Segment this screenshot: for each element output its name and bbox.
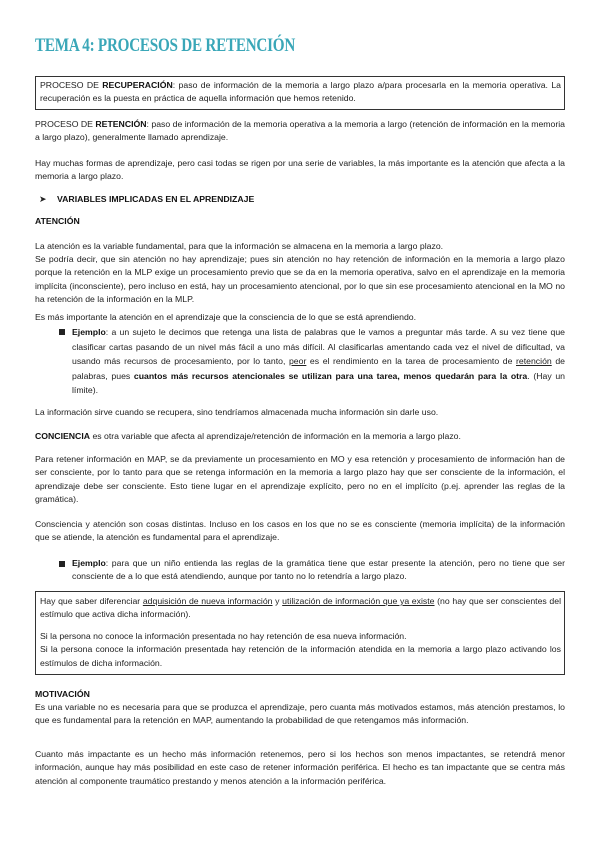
- atencion-p1: La atención es la variable fundamental, para que la información se almacena en la memoria a largo plazo.: [35, 241, 444, 251]
- recuperacion-definition: PROCESO DE RECUPERACIÓN: paso de información de la memoria a largo plazo a/para procesarla en la memoria operativa. La recuperación es la puesta en práctica de aquella información que hemos retenido.: [40, 80, 561, 104]
- box-note-p2: Si la persona no conoce la información presentada no hay retención de esa nueva información.: [40, 630, 407, 641]
- atencion-p3: Es más importante la atención en el aprendizaje que la consciencia de lo que se está aprendiendo.: [35, 312, 417, 322]
- box-note-p3: Si la persona conoce la información presentada hay retención de la información atendida en la memoria a largo plazo activando los estímulos de dicha información.: [40, 644, 561, 668]
- conciencia-p2: Para retener información en MAP, se da previamente un procesamiento en MO y esa retención y procesamiento de información han de ser consciente, por lo tanto para que se retenga información en la memoria a largo plazo hay que ser consciente de la información, el aprendizaje debe ser consciente. Esto tiene lugar en el aprendizaje explícito, pero no en el implícito (p.ej. aprender las reglas de la gramática).: [35, 454, 565, 505]
- variables-heading-row: [35, 193, 565, 206]
- recuperacion-term: RECUPERACIÓN: [102, 80, 173, 90]
- atencion-example-item: Ejemplo: a un sujeto le decimos que retenga una lista de palabras que le vamos a preguntar más tarde. A su vez tiene que clasificar cartas pasando de un nivel más fácil a uno más difícil. Al clasificarlas amentando cada vez el nivel de dificultad, va usando más recursos de procesamiento, por lo tanto, peor es el rendimiento en la tarea de procesamiento de retención de palabras, pues cuantos más recursos atencionales se utilizan para una tarea, menos quedarán para la otra. (Hay un límite).: [35, 325, 565, 398]
- variables-heading: VARIABLES IMPLICADAS EN EL APRENDIZAJE: [57, 194, 255, 204]
- box-note-p1: Hay que saber diferenciar adquisición de nueva información y utilización de información que ya existe (no hay que ser conscientes del estímulo que activa dicha información).: [40, 596, 562, 620]
- conciencia-p3: Consciencia y atención son cosas distintas. Incluso en los casos en los que no se es consciente (memoria implícita) de la información que se atiende, la atención es fundamental para el aprendizaje.: [35, 519, 565, 543]
- atencion-p2: Se podría decir, que sin atención no hay aprendizaje; pues sin atención no hay retención de información en la memoria a largo plazo porque la retención en la MLP exige un procesamiento previo que se da en la memoria operativa, salvo en el aprendizaje en la memoria implícita (inconsciente), pero incluso en está, hay un procesamiento atencional, por lo que sin ese procesamiento atencional en la MO no ha retención de la información en la MLP.: [35, 254, 565, 305]
- retencion-definition: PROCESO DE RETENCIÓN: paso de información de la memoria operativa a la memoria a largo (retención de información en la memoria a largo plazo), generalmente llamado aprendizaje.: [35, 119, 565, 143]
- note-box-adquisicion: [35, 591, 565, 675]
- atencion-heading: ATENCIÓN: [35, 216, 80, 226]
- definition-box-recuperacion: [35, 76, 565, 110]
- intro-paragraph: Hay muchas formas de aprendizaje, pero casi todas se rigen por una serie de variables, la más importante es la atención que afecta a la memoria a largo plazo.: [35, 158, 565, 182]
- conciencia-definition: CONCIENCIA es otra variable que afecta al aprendizaje/retención de información en la memoria a largo plazo.: [35, 431, 461, 441]
- square-bullet-icon: [59, 329, 65, 335]
- page-title: TEMA 4: PROCESOS DE RETENCIÓN: [35, 36, 296, 56]
- motivacion-p2: Cuanto más impactante es un hecho más información retenemos, pero si los hechos son menos impactantes, se retendrá menor información, aunque hay más posibilidad en este caso de retener información periférica. El hecho es tan impactante que se centra más atención al componente traumático prestando y menos atención a la información periférica.: [35, 749, 565, 786]
- arrow-bullet-icon: ➤: [39, 194, 47, 204]
- atencion-p4: La información sirve cuando se recupera, sino tendríamos almacenada mucha información sin darle uso.: [35, 407, 439, 417]
- motivacion-p1: Es una variable no es necesaria para que se produzca el aprendizaje, pero cuanta más motivados estamos, más atención prestamos, lo que es fundamental para la retención en MAP, aumentando la probabilidad de que retengamos más información.: [35, 702, 565, 726]
- motivacion-heading: MOTIVACIÓN: [35, 689, 90, 699]
- square-bullet-icon: [59, 561, 65, 567]
- retencion-term: RETENCIÓN: [95, 119, 147, 129]
- conciencia-example-item: Ejemplo: para que un niño entienda las reglas de la gramática tiene que estar presente la atención, pero no tiene que ser consciente de a lo que está atendiendo, aunque por tanto no lo retendría a largo plazo.: [35, 557, 565, 584]
- conciencia-term: CONCIENCIA: [35, 431, 91, 441]
